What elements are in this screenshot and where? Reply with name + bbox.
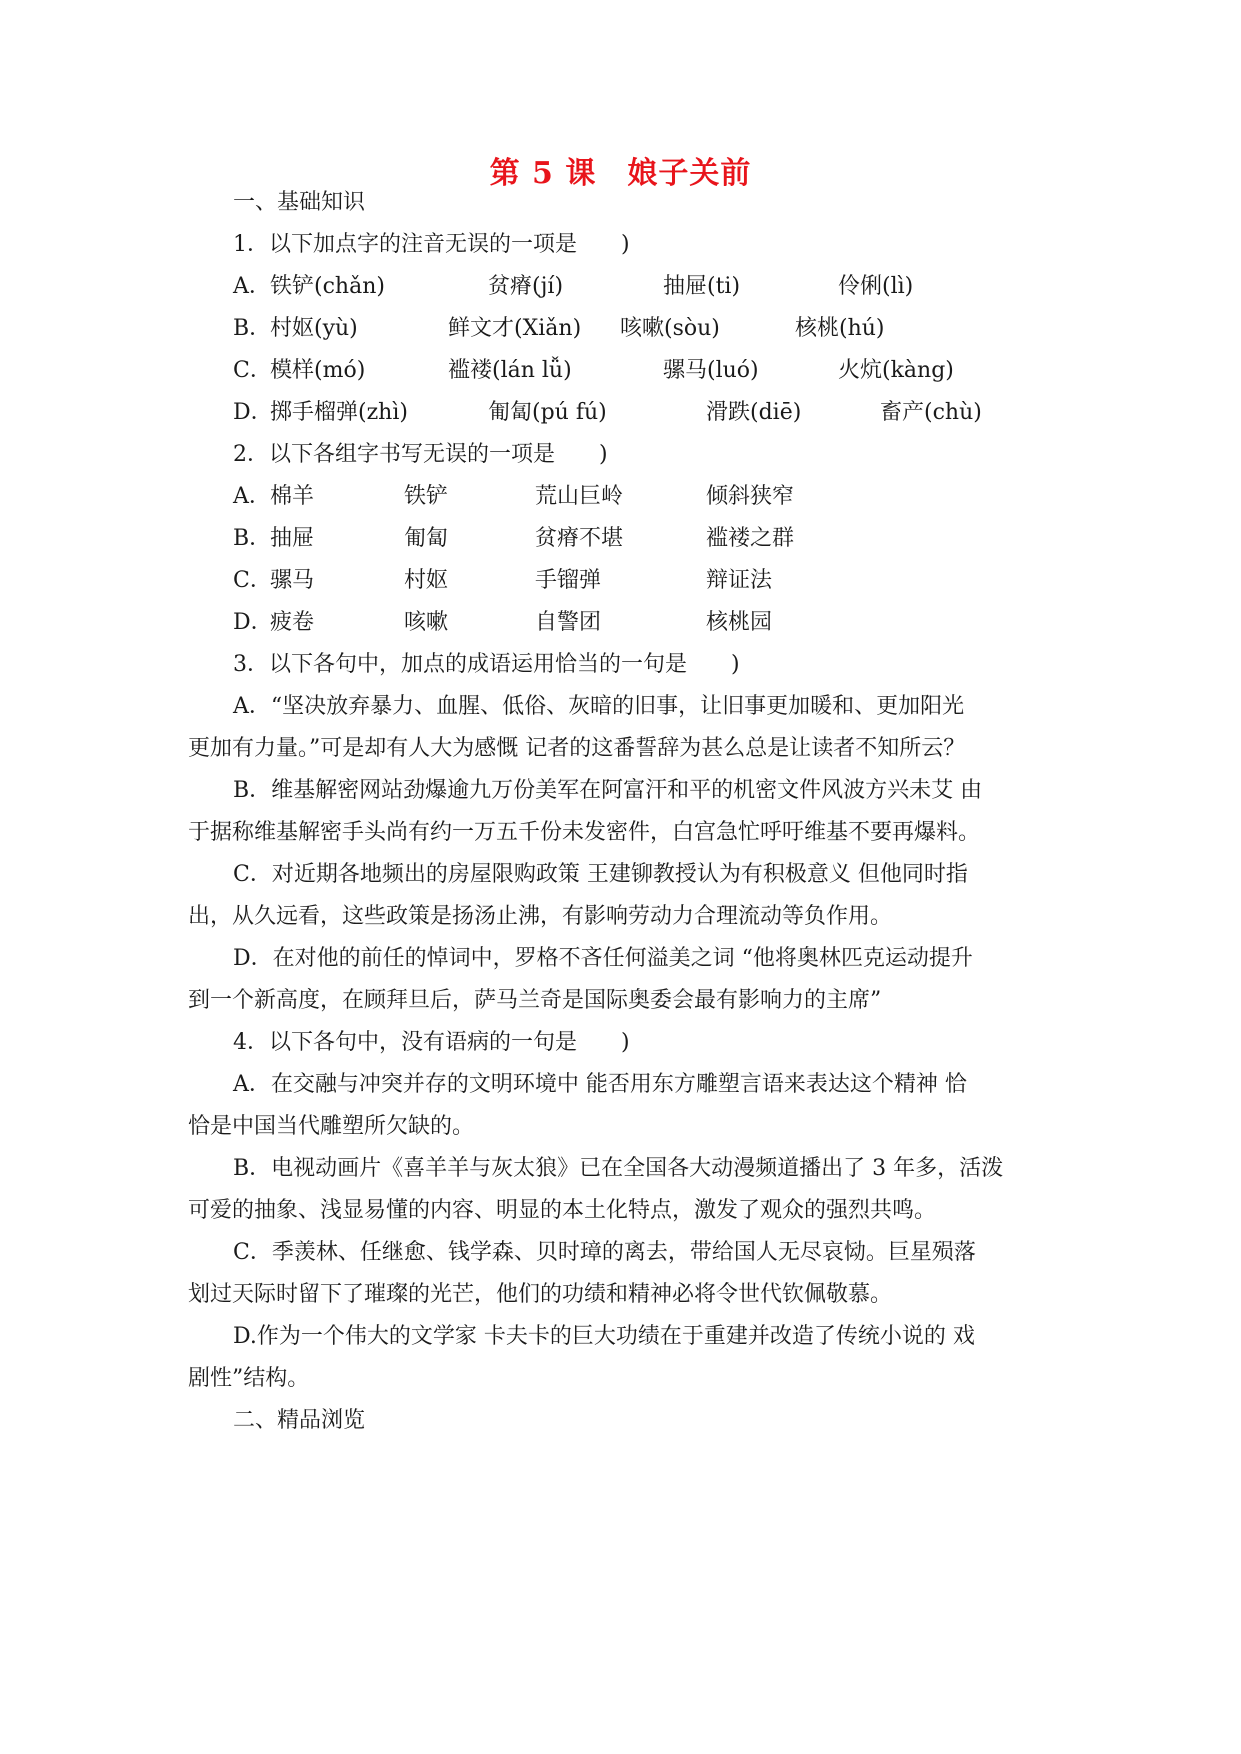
q4-option-b: B．电视动画片《喜羊羊与灰太狼》已在全国各大动漫频道播出了 3 年多，活泼 [233,1156,1004,1181]
q1-option-a-label: A． [233,274,271,299]
q3-option-c: C．对近期各地频出的房屋限购政策 王建铆教授认为有积极意义 但他同时指 [233,862,968,887]
q2-option-a-item: 倾斜狭窄 [706,484,795,509]
q4-option-c: C．季羡林、任继愈、钱学森、贝时璋的离去，带给国人无尽哀恸。巨星殒落 [233,1240,976,1265]
q2-option-d-label: D． [233,610,273,635]
q2-option-a-item: 铁铲 [404,484,449,509]
q2-option-a-item: 棉羊 [270,484,315,509]
q1-option-d-label: D． [233,400,273,425]
page-title: 第 5 课 娘子关前 [489,156,752,191]
q2-option-c-item: 手镏弹 [535,568,602,593]
q3-option-c-continued: 出，从久远看，这些政策是扬汤止沸，有影响劳动力合理流动等负作用。 [188,904,893,929]
q2-option-b-item: 贫瘠不堪 [535,526,624,551]
q4-option-a: A．在交融与冲突并存的文明环境中 能否用东方雕塑言语来表达这个精神 恰 [233,1072,967,1097]
q3-option-d: D．在对他的前任的悼词中，罗格不吝任何溢美之词 “他将奥林匹克运动提升 [233,946,973,971]
q1-option-d-item: 滑跌(diē) [706,400,802,425]
q2-option-d-item: 自警团 [535,610,602,635]
q1-option-a-item: 贫瘠(jí) [488,274,564,299]
q1-option-c-label: C． [233,358,272,383]
q1-option-c-item: 模样(mó) [270,358,366,383]
q1-option-b-label: B． [233,316,272,341]
q1-option-a-item: 铁铲(chǎn) [270,274,385,299]
q2-option-b-item: 匍匐 [404,526,449,551]
q1-option-c-item: 火炕(kàng) [838,358,954,383]
q2-option-c-item: 辩证法 [706,568,773,593]
question-4-stem: 4．以下各句中，没有语病的一句是 ) [233,1030,630,1055]
question-3-stem: 3．以下各句中，加点的成语运用恰当的一句是 ) [233,652,740,677]
q2-option-b-item: 褴褛之群 [706,526,795,551]
q1-option-b-item: 鲜文才(Xiǎn) [448,316,582,341]
section-heading-reading: 二、精品浏览 [233,1408,366,1433]
q4-option-d: D.作为一个伟大的文学家 卡夫卡的巨大功绩在于重建并改造了传统小说的 戏 [233,1324,975,1349]
q3-option-b-continued: 于据称维基解密手头尚有约一万五千份未发密件，白宫急忙呼吁维基不要再爆料。 [188,820,981,845]
q2-option-a-item: 荒山巨岭 [535,484,624,509]
q2-option-d-item: 核桃园 [706,610,773,635]
q2-option-c-item: 骡马 [270,568,315,593]
q2-option-c-label: C． [233,568,272,593]
q4-option-d-continued: 剧性”结构。 [188,1366,310,1391]
q2-option-b-item: 抽屉 [270,526,315,551]
q1-option-d-item: 掷手榴弹(zhì) [270,400,408,425]
q4-option-b-continued: 可爱的抽象、浅显易懂的内容、明显的本土化特点，激发了观众的强烈共鸣。 [188,1198,937,1223]
question-2-stem: 2．以下各组字书写无误的一项是 ) [233,442,608,467]
q2-option-d-item: 疲卷 [270,610,315,635]
q1-option-d-item: 畜产(chù) [880,400,982,425]
q1-option-c-item: 褴褛(lán lǚ) [448,358,572,383]
q1-option-c-item: 骡马(luó) [663,358,759,383]
section-heading-basics: 一、基础知识 [233,190,366,215]
question-1-stem: 1．以下加点字的注音无误的一项是 ) [233,232,630,257]
q1-option-b-item: 核桃(hú) [795,316,885,341]
q1-option-b-item: 咳嗽(sòu) [620,316,720,341]
q1-option-a-item: 抽屉(ti) [663,274,741,299]
q1-option-a-item: 伶俐(lì) [838,274,914,299]
q1-option-d-item: 匍匐(pú fú) [488,400,607,425]
q2-option-d-item: 咳嗽 [404,610,449,635]
q4-option-c-continued: 划过天际时留下了璀璨的光芒，他们的功绩和精神必将令世代钦佩敬慕。 [188,1282,893,1307]
q2-option-a-label: A． [233,484,271,509]
q3-option-d-continued: 到一个新高度，在顾拜旦后，萨马兰奇是国际奥委会最有影响力的主席” [188,988,882,1013]
q3-option-a: A．“坚决放弃暴力、血腥、低俗、灰暗的旧事，让旧事更加暖和、更加阳光 [233,694,965,719]
q4-option-a-continued: 恰是中国当代雕塑所欠缺的。 [188,1114,475,1139]
q3-option-b: B．维基解密网站劲爆逾九万份美军在阿富汗和平的机密文件风波方兴未艾 由 [233,778,983,803]
q2-option-c-item: 村妪 [404,568,449,593]
q2-option-b-label: B． [233,526,272,551]
q3-option-a-continued: 更加有力量。”可是却有人大为感慨 记者的这番誓辞为甚么总是让读者不知所云？ [188,736,966,761]
q1-option-b-item: 村妪(yù) [270,316,358,341]
